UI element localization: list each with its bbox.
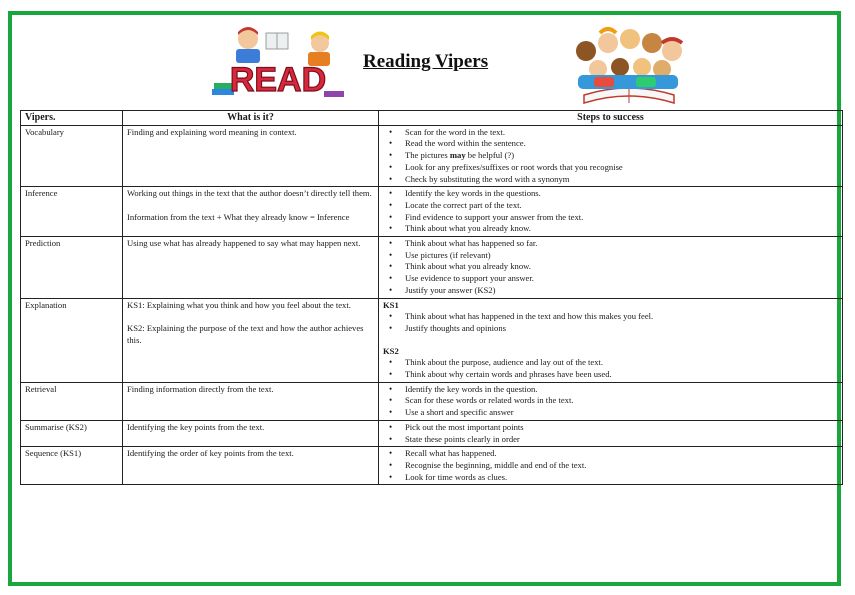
table-row [21, 187, 843, 237]
step-item: • Think about the purpose, audience and lay out of the text. [383, 357, 838, 369]
step-item: • Scan for the word in the text. [383, 127, 838, 139]
step-item: • Check by substituting the word with a synonym [383, 174, 838, 186]
step-item: • Think about what has happened in the text and how this makes you feel. [383, 311, 838, 323]
step-item: • Think about what you already know. [383, 223, 838, 235]
table-header-row [21, 111, 843, 126]
children-reading-illustration [564, 23, 694, 109]
step-item: • Justify your answer (KS2) [383, 285, 838, 297]
page-title: Reading Vipers [363, 51, 489, 72]
step-item: • State these points clearly in order [383, 434, 838, 446]
viper-name: Summarise (KS2) [21, 420, 123, 446]
viper-steps [379, 187, 843, 237]
description-text: KS2: Explaining the purpose of the text and how the author achieves this. [127, 323, 364, 345]
description-text: Identifying the key points from the text. [127, 421, 265, 432]
step-item: • Recall what has happened. [383, 448, 838, 460]
viper-steps [379, 447, 843, 485]
step-item: • Recognise the beginning, middle and end of the text. [383, 460, 838, 472]
viper-description [123, 447, 379, 485]
step-item: • Think about what has happened so far. [383, 238, 838, 250]
viper-name: Sequence (KS1) [21, 447, 123, 485]
description-text: Identifying the order of key points from the text. [127, 448, 294, 459]
table-row [21, 382, 843, 420]
viper-name: Inference [21, 187, 123, 237]
viper-steps [379, 298, 843, 382]
viper-description [123, 237, 379, 299]
step-item: • The pictures may be helpful (?) [383, 150, 838, 162]
table-row [21, 447, 843, 485]
ks1-heading: KS1 [383, 299, 399, 310]
step-item: • Look for any prefixes/suffixes or root words that you recognise [383, 162, 838, 174]
table-row [21, 125, 843, 187]
table-row [21, 298, 843, 382]
description-text: Using use what has already happened to say what may happen next. [127, 238, 361, 249]
viper-description [123, 420, 379, 446]
step-item: • Identify the key words in the question. [383, 384, 838, 396]
description-text: KS1: Explaining what you think and how you feel about the text. [127, 299, 351, 310]
step-item: • Justify thoughts and opinions [383, 323, 838, 335]
step-item: • Look for time words as clues. [383, 472, 838, 484]
description-text: Finding information directly from the text. [127, 383, 274, 394]
step-item: • Use pictures (if relevant) [383, 250, 838, 262]
viper-steps [379, 420, 843, 446]
description-text: Working out things in the text that the author doesn’t directly tell them. [127, 188, 372, 199]
step-item: • Use a short and specific answer [383, 407, 838, 419]
table-row [21, 237, 843, 299]
description-text: Information from the text + What they already know = Inference [127, 211, 350, 222]
read-logo-illustration [208, 25, 348, 105]
viper-steps [379, 125, 843, 187]
table-row [21, 420, 843, 446]
step-item: • Find evidence to support your answer from the text. [383, 212, 838, 224]
step-item: • Locate the correct part of the text. [383, 200, 838, 212]
viper-description [123, 125, 379, 187]
viper-description [123, 382, 379, 420]
column-header: What is it? [123, 111, 379, 126]
step-item: • Scan for these words or related words in the text. [383, 395, 838, 407]
header [12, 15, 837, 109]
step-item: • Think about why certain words and phrases have been used. [383, 369, 838, 381]
page-frame [8, 11, 841, 586]
viper-name: Retrieval [21, 382, 123, 420]
viper-name: Prediction [21, 237, 123, 299]
viper-description [123, 298, 379, 382]
viper-name: Explanation [21, 298, 123, 382]
viper-steps [379, 382, 843, 420]
step-item: • Use evidence to support your answer. [383, 273, 838, 285]
step-item: • Pick out the most important points [383, 422, 838, 434]
ks2-heading: KS2 [383, 345, 399, 356]
viper-name: Vocabulary [21, 125, 123, 187]
step-item: • Think about what you already know. [383, 261, 838, 273]
column-header: Vipers. [21, 111, 123, 126]
step-item: • Identify the key words in the questions. [383, 188, 838, 200]
description-text: Finding and explaining word meaning in context. [127, 126, 297, 137]
viper-description [123, 187, 379, 237]
read-logo-text: READ [229, 61, 327, 99]
vipers-table [20, 110, 843, 485]
step-item: • Read the word within the sentence. [383, 138, 838, 150]
column-header: Steps to success [379, 111, 843, 126]
viper-steps [379, 237, 843, 299]
